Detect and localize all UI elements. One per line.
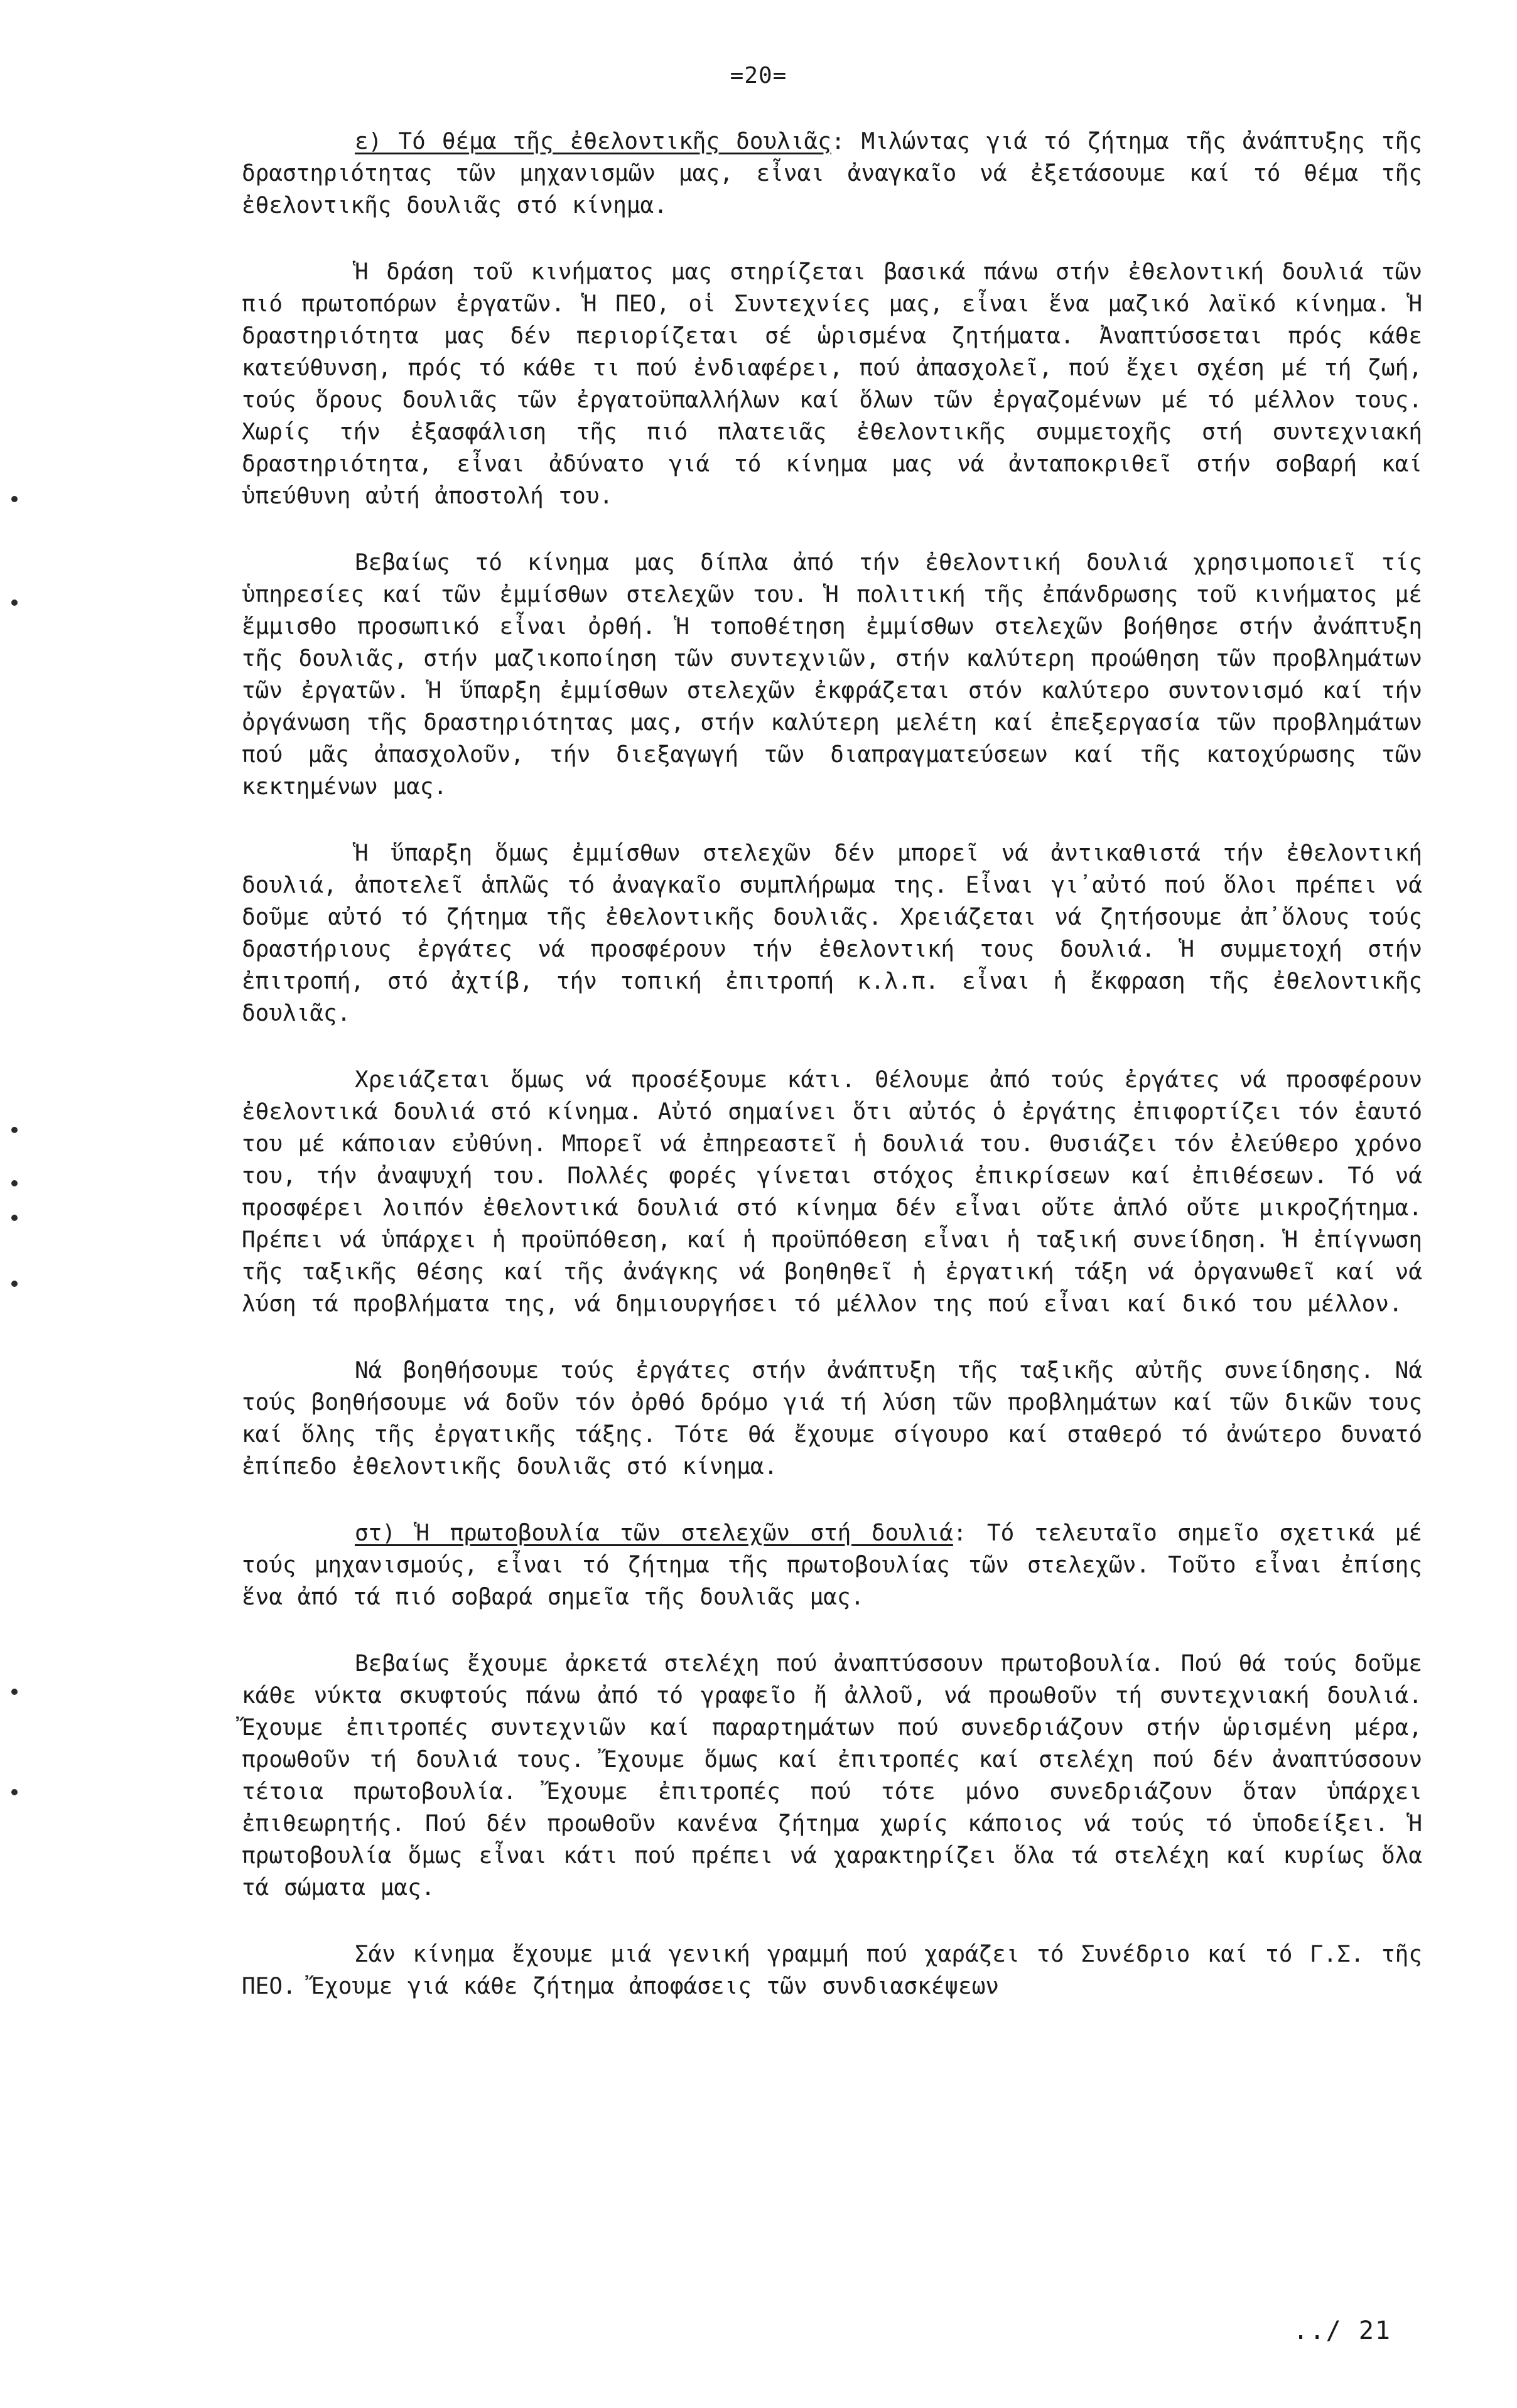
paragraph-text: : Μιλώντας γιά τό ζήτημα τῆς ἀνάπτυξης τῆς δραστηριότητας τῶν μηχανισμῶν μας, εἶναι ἀναγκαῖο νά ἐξετάσουμε καί τό θέμα τῆς ἐθελοντικῆς δουλιᾶς στό κίνημα.: [242, 129, 1422, 218]
margin-punch-mark: [11, 1281, 18, 1287]
paragraph-text: Βεβαίως ἔχουμε ἀρκετά στελέχη πού ἀναπτύσσουν πρωτοβουλία. Πού θά τούς δοῦμε κάθε νύκτα σκυφτούς πάνω ἀπό τό γραφεῖο ἤ ἀλλοῦ, νά προωθοῦν τή συντεχνιακή δουλιά. Ἔχουμε ἐπιτροπές συντεχνιῶν καί παραρτημάτων πού συνεδριάζουν στήν ὡρισμένη μέρα, προωθοῦν τή δουλιά τους. Ἔχουμε ὅμως καί ἐπιτροπές καί στελέχη πού δέν ἀναπτύσσουν τέτοια πρωτοβουλία. Ἔχουμε ἐπιτροπές πού τότε μόνο συνεδριάζουν ὅταν ὑπάρχει ἐπιθεωρητής. Πού δέν προωθοῦν κανένα ζήτημα χωρίς κάποιος νά τούς τό ὑποδείξει. Ἡ πρωτοβουλία ὅμως εἶναι κάτι πού πρέπει νά χαρακτηρίζει ὅλα τά στελέχη καί κυρίως ὅλα τά σώματα μας.: [242, 1651, 1422, 1901]
paragraph-text: Ἡ ὕπαρξη ὅμως ἐμμίσθων στελεχῶν δέν μπορεῖ νά ἀντικαθιστά τήν ἐθελοντική δουλιά, ἀποτελεῖ ἁπλῶς τό ἀναγκαῖο συμπλήρωμα της. Εἶναι γι᾽αὐτό πού ὅλοι πρέπει νά δοῦμε αὐτό τό ζήτημα τῆς ἐθελοντικῆς δουλιᾶς. Χρειάζεται νά ζητήσουμε ἀπ᾽ὅλους τούς δραστήριους ἐργάτες νά προσφέρουν τήν ἐθελοντική τους δουλιά. Ἡ συμμετοχή στήν ἐπιτροπή, στό ἀχτίβ, τήν τοπική ἐπιτροπή κ.λ.π. εἶναι ἡ ἔκφραση τῆς ἐθελοντικῆς δουλιᾶς.: [242, 841, 1422, 1026]
paragraph-voluntary-work-heading: [242, 126, 1422, 222]
paragraph-text: Σάν κίνημα ἔχουμε μιά γενική γραμμή πού χαράζει τό Συνέδριο καί τό Γ.Σ. τῆς ΠΕΟ. Ἔχουμε γιά κάθε ζήτημα ἀποφάσεις τῶν συνδιασκέψεων: [242, 1942, 1422, 1999]
margin-punch-mark: [11, 1127, 18, 1133]
paragraph: [242, 1938, 1422, 2002]
continuation-marker: ../ 21: [1293, 2316, 1391, 2345]
paragraph: [242, 547, 1422, 803]
margin-punch-mark: [11, 1689, 18, 1695]
margin-punch-mark: [11, 496, 18, 502]
margin-punch-mark: [11, 1789, 18, 1795]
paragraph-text: Χρειάζεται ὅμως νά προσέξουμε κάτι. Θέλουμε ἀπό τούς ἐργάτες νά προσφέρουν ἐθελοντικά δουλιά στό κίνημα. Αὐτό σημαίνει ὅτι αὐτός ὁ ἐργάτης ἐπιφορτίζει τόν ἑαυτό του μέ κάποιαν εὐθύνη. Μπορεῖ νά ἐπηρεαστεῖ ἡ δουλιά του. Θυσιάζει τόν ἐλεύθερο χρόνο του, τήν ἀναψυχή του. Πολλές φορές γίνεται στόχος ἐπικρίσεων καί ἐπιθέσεων. Τό νά προσφέρει λοιπόν ἐθελοντικά δουλιά στό κίνημα δέν εἶναι οὔτε ἁπλό οὔτε μικροζήτημα. Πρέπει νά ὑπάρχει ἡ προϋπόθεση, καί ἡ προϋπόθεση εἶναι ἡ ταξική συνείδηση. Ἡ ἐπίγνωση τῆς ταξικῆς θέσης καί τῆς ἀνάγκης νά βοηθηθεῖ ἡ ἐργατική τάξη νά ὀργανωθεῖ καί νά λύση τά προβλήματα της, νά δημιουργήσει τό μέλλον της πού εἶναι καί δικό του μέλλον.: [242, 1067, 1422, 1317]
paragraph-initiative-heading: [242, 1517, 1422, 1613]
paragraph: [242, 837, 1422, 1029]
paragraph: [242, 256, 1422, 512]
paragraph: [242, 1648, 1422, 1904]
paragraph: [242, 1064, 1422, 1320]
paragraph-text: Ἡ δράση τοῦ κινήματος μας στηρίζεται βασικά πάνω στήν ἐθελοντική δουλιά τῶν πιό πρωτοπόρων ἐργατῶν. Ἡ ΠΕΟ, οἱ Συντεχνίες μας, εἶναι ἕνα μαζικό λαϊκό κίνημα. Ἡ δραστηριότητα μας δέν περιορίζεται σέ ὡρισμένα ζητήματα. Ἀναπτύσσεται πρός κάθε κατεύθυνση, πρός τό κάθε τι πού ἐνδιαφέρει, πού ἀπασχολεῖ, πού ἔχει σχέση μέ τή ζωή, τούς ὅρους δουλιᾶς τῶν ἐργατοϋπαλλήλων καί ὅλων τῶν ἐργαζομένων μέ τό μέλλον τους. Χωρίς τήν ἐξασφάλιση τῆς πιό πλατειᾶς ἐθελοντικῆς συμμετοχῆς στή συντεχνιακή δραστηριότητα, εἶναι ἀδύνατο γιά τό κίνημα μας νά ἀνταποκριθεῖ στήν σοβαρή καί ὑπεύθυνη αὐτή ἀποστολή του.: [242, 259, 1422, 509]
paragraph-text: Νά βοηθήσουμε τούς ἐργάτες στήν ἀνάπτυξη τῆς ταξικῆς αὐτῆς συνείδησης. Νά τούς βοηθήσουμε νά δοῦν τόν ὀρθό δρόμο γιά τή λύση τῶν προβλημάτων καί τῶν δικῶν τους καί ὅλης τῆς ἐργατικῆς τάξης. Τότε θά ἔχουμε σίγουρο καί σταθερό τό ἀνώτερο δυνατό ἐπίπεδο ἐθελοντικῆς δουλιᾶς στό κίνημα.: [242, 1358, 1422, 1480]
margin-punch-mark: [11, 599, 18, 606]
paragraph: [242, 1355, 1422, 1483]
paragraph-text: : Τό τελευταῖο σημεῖο σχετικά μέ τούς μηχανισμούς, εἶναι τό ζήτημα τῆς πρωτοβουλίας τῶν στελεχῶν. Τοῦτο εἶναι ἐπίσης ἕνα ἀπό τά πιό σοβαρά σημεῖα τῆς δουλιᾶς μας.: [242, 1520, 1422, 1610]
margin-punch-mark: [11, 1180, 18, 1186]
body-text: [242, 126, 1422, 2037]
section-heading: ε) Τό θέμα τῆς ἐθελοντικῆς δουλιᾶς: [355, 129, 831, 154]
paragraph-text: Βεβαίως τό κίνημα μας δίπλα ἀπό τήν ἐθελοντική δουλιά χρησιμοποιεῖ τίς ὑπηρεσίες καί τῶν ἐμμίσθων στελεχῶν του. Ἡ πολιτική τῆς ἐπάνδρωσης τοῦ κινήματος μέ ἔμμισθο προσωπικό εἶναι ὀρθή. Ἡ τοποθέτηση ἐμμίσθων στελεχῶν βοήθησε στήν ἀνάπτυξη τῆς δουλιᾶς, στήν μαζικοποίηση τῶν συντεχνιῶν, στήν καλύτερη προώθηση τῶν προβλημάτων τῶν ἐργατῶν. Ἡ ὕπαρξη ἐμμίσθων στελεχῶν ἐκφράζεται στόν καλύτερο συντονισμό καί τήν ὀργάνωση τῆς δραστηριότητας μας, στήν καλύτερη μελέτη καί ἐπεξεργασία τῶν προβλημάτων πού μᾶς ἀπασχολοῦν, τήν διεξαγωγή τῶν διαπραγματεύσεων καί τῆς κατοχύρωσης τῶν κεκτημένων μας.: [242, 550, 1422, 800]
page-number: =20=: [730, 63, 787, 89]
section-heading: στ) Ἡ πρωτοβουλία τῶν στελεχῶν στή δουλιά: [355, 1520, 953, 1546]
margin-punch-mark: [11, 1215, 18, 1221]
